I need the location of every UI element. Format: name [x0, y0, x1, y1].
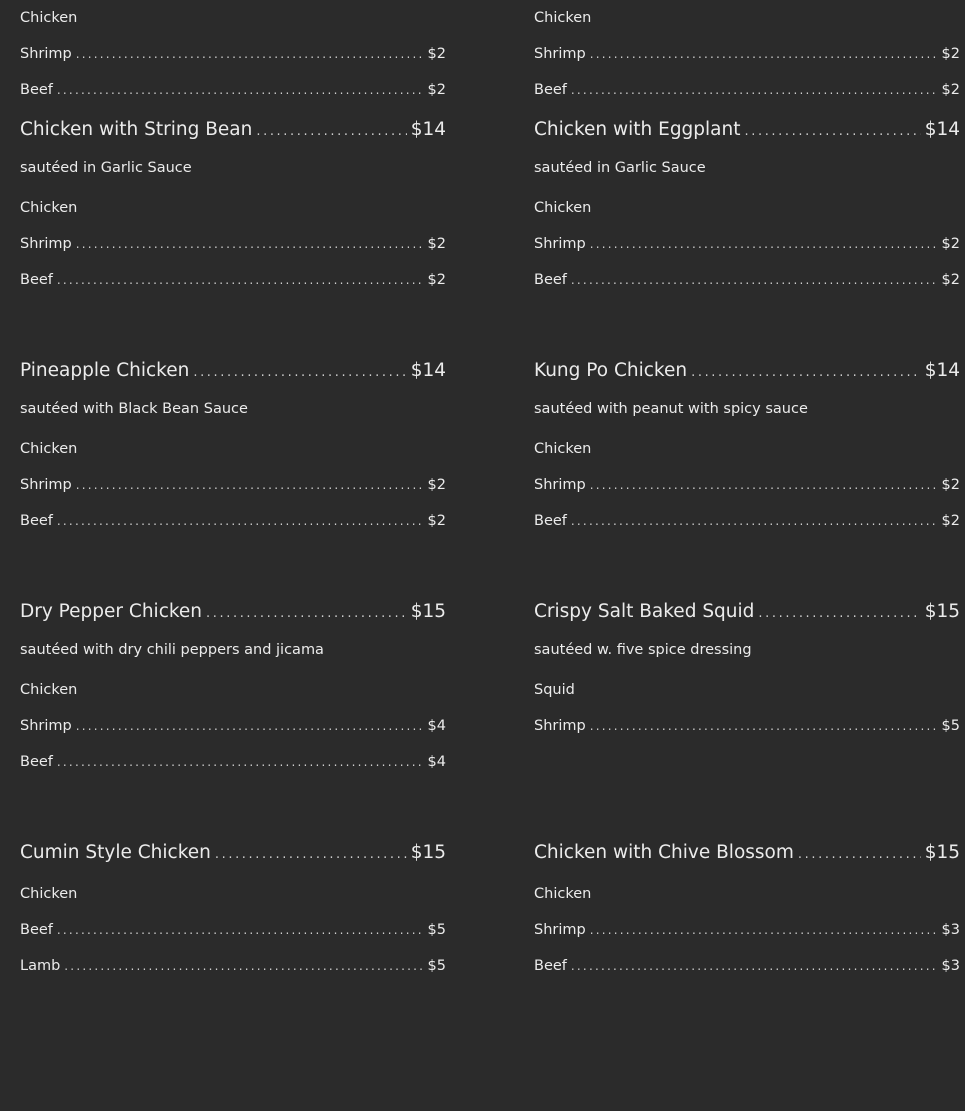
dish-price: $14: [924, 119, 960, 140]
option-name: Shrimp: [20, 236, 72, 252]
dot-leader: [206, 594, 407, 632]
dot-leader: [571, 948, 938, 984]
option-price: $2: [941, 236, 960, 252]
option-row-beef: [20, 744, 446, 780]
dish-description: sautéed with Black Bean Sauce: [20, 401, 248, 417]
dot-leader: [590, 912, 938, 948]
dish-name: Pineapple Chicken: [20, 360, 190, 381]
dish-price: $14: [410, 360, 446, 381]
option-row-chicken: [534, 876, 960, 912]
option-row-shrimp: [20, 708, 446, 744]
option-name: Chicken: [20, 886, 78, 902]
dish-title-row: [20, 110, 446, 150]
dot-leader: [571, 72, 938, 108]
dish-title-row: [534, 110, 960, 150]
dot-leader: [76, 226, 424, 262]
option-row-chicken: [20, 190, 446, 226]
dish-price: $14: [410, 119, 446, 140]
option-price: $2: [941, 477, 960, 493]
dot-leader: [57, 72, 424, 108]
option-name: Shrimp: [20, 46, 72, 62]
dish-price: $15: [924, 842, 960, 863]
option-name: Beef: [20, 82, 53, 98]
dish-price: $15: [410, 842, 446, 863]
dot-leader: [256, 112, 406, 150]
option-row-chicken: [534, 431, 960, 467]
dish-name: Crispy Salt Baked Squid: [534, 601, 755, 622]
option-name: Chicken: [534, 10, 592, 26]
option-row-shrimp: [20, 467, 446, 503]
menu-column-left: [20, 0, 446, 1074]
dish-name: Chicken with String Bean: [20, 119, 253, 140]
option-row-beef: [20, 503, 446, 539]
dot-leader: [590, 36, 938, 72]
option-name: Shrimp: [534, 46, 586, 62]
option-row-beef: [534, 262, 960, 298]
option-name: Shrimp: [534, 477, 586, 493]
menu-section: [534, 351, 960, 592]
option-name: Beef: [534, 513, 567, 529]
option-name: Lamb: [20, 958, 61, 974]
option-name: Chicken: [20, 10, 78, 26]
menu-section: [20, 351, 446, 592]
dot-leader: [798, 835, 921, 873]
dish-name: Kung Po Chicken: [534, 360, 688, 381]
dish-description: sautéed with dry chili peppers and jicama: [20, 642, 324, 658]
dot-leader: [76, 36, 424, 72]
option-price: $2: [427, 513, 446, 529]
option-price: $4: [427, 718, 446, 734]
dish-title-row: [534, 351, 960, 391]
dot-leader: [193, 353, 406, 391]
option-row-shrimp: [534, 36, 960, 72]
dot-leader: [758, 594, 920, 632]
option-name: Chicken: [534, 886, 592, 902]
option-price: $2: [941, 272, 960, 288]
menu-section: [20, 0, 446, 110]
dot-leader: [590, 708, 938, 744]
option-name: Shrimp: [534, 718, 586, 734]
dish-name: Chicken with Eggplant: [534, 119, 741, 140]
dot-leader: [76, 708, 424, 744]
option-row-beef: [534, 72, 960, 108]
dot-leader: [76, 467, 424, 503]
dot-leader: [57, 744, 424, 780]
option-name: Beef: [534, 272, 567, 288]
option-name: Beef: [20, 754, 53, 770]
option-row-beef: [20, 72, 446, 108]
option-row-chicken: [20, 672, 446, 708]
option-price: $2: [941, 46, 960, 62]
option-row-shrimp: [534, 708, 960, 744]
dot-leader: [57, 262, 424, 298]
option-name: Shrimp: [20, 477, 72, 493]
option-name: Chicken: [20, 200, 78, 216]
option-row-shrimp: [534, 226, 960, 262]
dish-title-row: [20, 833, 446, 873]
option-row-beef: [20, 912, 446, 948]
option-row-chicken: [20, 876, 446, 912]
option-price: $2: [427, 272, 446, 288]
option-row-chicken: [20, 431, 446, 467]
option-name: Chicken: [534, 200, 592, 216]
dish-description: sautéed with peanut with spicy sauce: [534, 401, 808, 417]
option-price: $2: [427, 477, 446, 493]
dish-description: sautéed in Garlic Sauce: [20, 160, 192, 176]
dot-leader: [64, 948, 423, 984]
option-price: $5: [941, 718, 960, 734]
menu-section: [20, 592, 446, 833]
option-price: $4: [427, 754, 446, 770]
dot-leader: [590, 467, 938, 503]
dish-price: $15: [410, 601, 446, 622]
option-price: $5: [427, 922, 446, 938]
dish-name: Chicken with Chive Blossom: [534, 842, 794, 863]
dish-price: $15: [924, 601, 960, 622]
option-name: Shrimp: [20, 718, 72, 734]
option-name: Chicken: [20, 682, 78, 698]
option-price: $3: [941, 958, 960, 974]
menu-section: [534, 0, 960, 110]
option-name: Shrimp: [534, 236, 586, 252]
dish-title-row: [534, 833, 960, 873]
menu-column-right: [534, 0, 960, 1074]
menu-section: [534, 110, 960, 351]
option-price: $5: [427, 958, 446, 974]
option-name: Beef: [20, 513, 53, 529]
dish-name: Cumin Style Chicken: [20, 842, 211, 863]
dot-leader: [57, 912, 424, 948]
option-row-chicken: [534, 190, 960, 226]
dish-title-row: [534, 592, 960, 632]
dot-leader: [590, 226, 938, 262]
option-row-shrimp: [20, 36, 446, 72]
dot-leader: [745, 112, 921, 150]
option-name: Squid: [534, 682, 575, 698]
option-price: $2: [427, 236, 446, 252]
menu-section: [20, 833, 446, 1074]
dot-leader: [571, 262, 938, 298]
dish-description: sautéed in Garlic Sauce: [534, 160, 706, 176]
option-price: $3: [941, 922, 960, 938]
option-row-beef: [20, 262, 446, 298]
dot-leader: [691, 353, 921, 391]
option-name: Beef: [20, 272, 53, 288]
option-row-shrimp: [20, 226, 446, 262]
dot-leader: [571, 503, 938, 539]
dish-description: sautéed w. five spice dressing: [534, 642, 752, 658]
dish-title-row: [20, 351, 446, 391]
option-price: $2: [427, 82, 446, 98]
option-row-squid: [534, 672, 960, 708]
option-row-beef: [534, 948, 960, 984]
option-name: Chicken: [534, 441, 592, 457]
option-row-chicken: [534, 0, 960, 36]
option-price: $2: [427, 46, 446, 62]
menu-section: [20, 110, 446, 351]
dot-leader: [57, 503, 424, 539]
dish-price: $14: [924, 360, 960, 381]
option-name: Beef: [20, 922, 53, 938]
option-price: $2: [941, 82, 960, 98]
dot-leader: [215, 835, 407, 873]
option-name: Beef: [534, 82, 567, 98]
option-row-shrimp: [534, 912, 960, 948]
dish-name: Dry Pepper Chicken: [20, 601, 203, 622]
option-row-beef: [534, 503, 960, 539]
option-row-chicken: [20, 0, 446, 36]
option-row-shrimp: [534, 467, 960, 503]
option-name: Beef: [534, 958, 567, 974]
option-name: Shrimp: [534, 922, 586, 938]
option-row-lamb: [20, 948, 446, 984]
menu-section: [534, 592, 960, 833]
option-name: Chicken: [20, 441, 78, 457]
option-price: $2: [941, 513, 960, 529]
dish-title-row: [20, 592, 446, 632]
menu-section: [534, 833, 960, 1074]
